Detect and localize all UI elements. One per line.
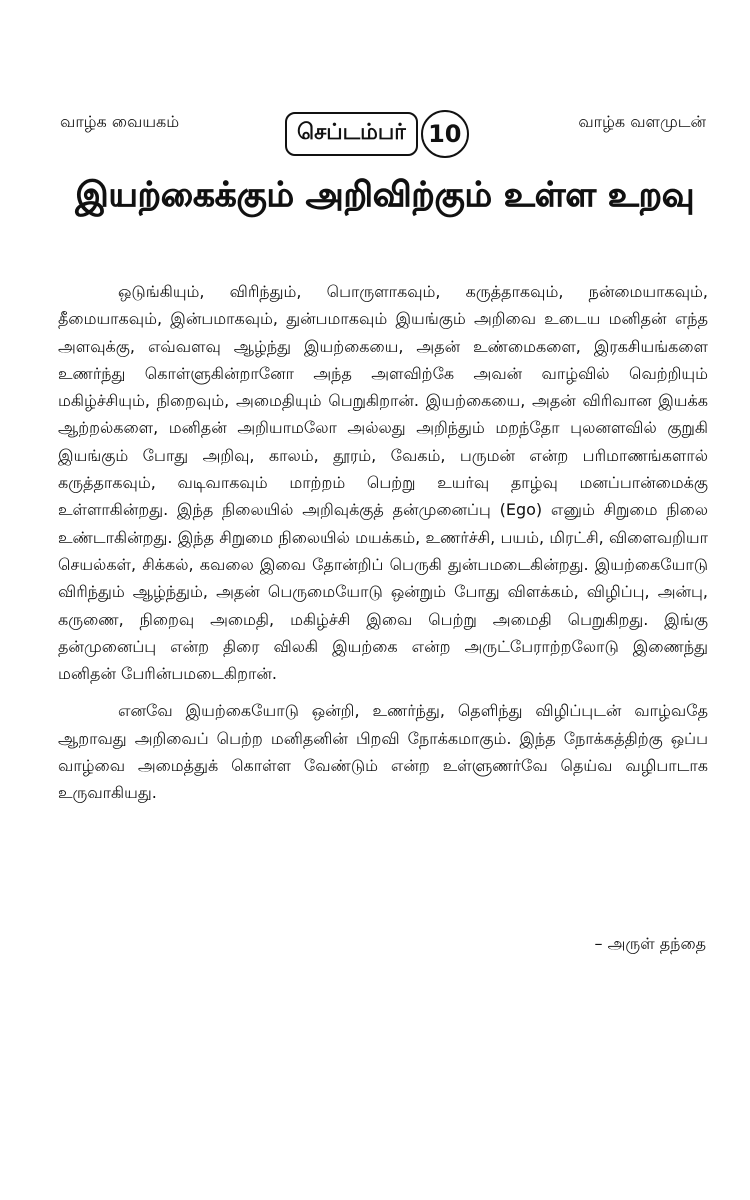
- paragraph-1: ஒடுங்கியும், விரிந்தும், பொருளாகவும், கருத்தாகவும், நன்மையாகவும், தீமையாகவும், இன்பமாகவும், துன்பமாகவும் இயங்கும் அறிவை உடைய மனிதன் எந்த அளவுக்கு, எவ்வளவு ஆழ்ந்து இயற்கையை, அதன் உண்மைகளை, இரகசியங்களை உணர்ந்து கொள்ளுகின்றானோ அந்த அளவிற்கே அவன் வாழ்வில் வெற்றியும் மகிழ்ச்சியும், நிறைவும், அமைதியும் பெறுகிறான். இயற்கையை, அதன் விரிவான இயக்க ஆற்றல்களை, மனிதன் அறியாமலோ அல்லது அறிந்தும் மறந்தோ புலனளவில் குறுகி இயங்கும் போது அறிவு, காலம், தூரம், வேகம், பருமன் என்ற பரிமாணங்களால் கருத்தாகவும், வடிவாகவும் மாற்றம் பெற்று உயர்வு தாழ்வு மனப்பான்மைக்கு உள்ளாகின்றது. இந்த நிலையில் அறிவுக்குத் தன்முனைப்பு (Ego) எனும் சிறுமை நிலை உண்டாகின்றது. இந்த சிறுமை நிலையில் மயக்கம், உணர்ச்சி, பயம், மிரட்சி, விளைவறியா செயல்கள், சிக்கல், கவலை இவை தோன்றிப் பெருகி துன்பமடைகின்றது. இயற்கையோடு விரிந்தும் ஆழ்ந்தும், அதன் பெருமையோடு ஒன்றும் போது விளக்கம், விழிப்பு, அன்பு, கருணை, நிறைவு அமைதி, மகிழ்ச்சி இவை பெற்று அமைதி பெறுகிறது. இங்கு தன்முனைப்பு என்ற திரை விலகி இயற்கை என்ற அருட்பேராற்றலோடு இணைந்து மனிதன் பேரின்பமடைகிறான்.: [58, 282, 708, 684]
- header-right-motto: வாழ்க வளமுடன்: [578, 112, 706, 131]
- date-day-circle: 10: [421, 110, 469, 158]
- article-body: [58, 278, 708, 807]
- page-title: இயற்கைக்கும் அறிவிற்கும் உள்ள உறவு: [75, 175, 695, 215]
- paragraph-2: எனவே இயற்கையோடு ஒன்றி, உணர்ந்து, தெளிந்து விழிப்புடன் வாழ்வதே ஆறாவது அறிவைப் பெற்ற மனிதனின் பிறவி நோக்கமாகும். இந்த நோக்கத்திற்கு ஒப்ப வாழ்வை அமைத்துக் கொள்ள வேண்டும் என்ற உள்ளுணர்வே தெய்வ வழிபாடாக உருவாகியது.: [58, 701, 708, 803]
- author-signature: – அருள் தந்தை: [594, 934, 706, 953]
- date-badge: [285, 110, 469, 158]
- header-left-motto: வாழ்க வையகம்: [60, 112, 180, 131]
- date-month: செப்டம்பர்: [285, 112, 418, 156]
